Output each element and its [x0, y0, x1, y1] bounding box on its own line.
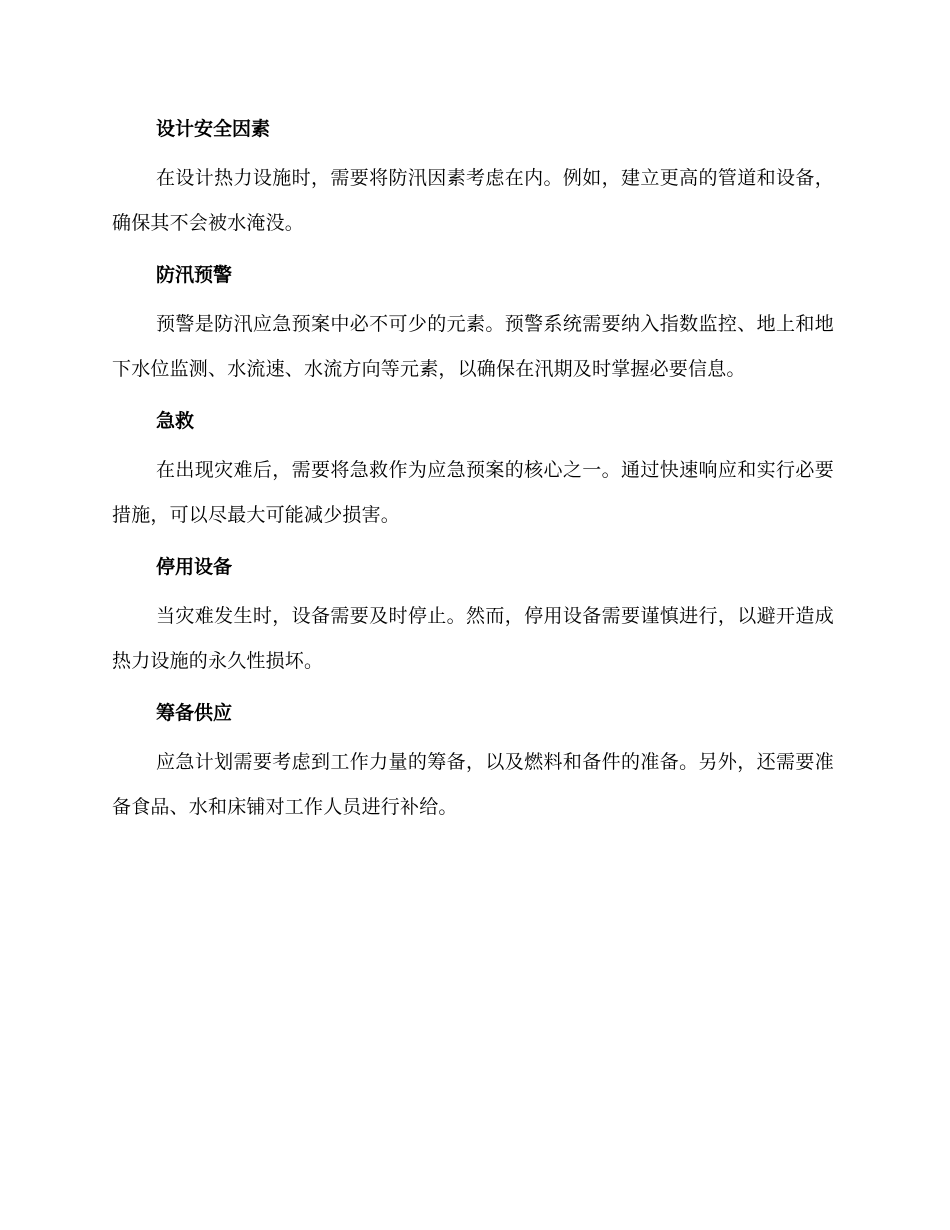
section-heading: 筹备供应 [156, 702, 233, 724]
section-paragraph: 在设计热力设施时，需要将防汛因素考虑在内。例如，建立更高的管道和设备，确保其不会被水淹没。 [112, 167, 834, 234]
document-page [112, 110, 834, 840]
section-paragraph: 在出现灾难后，需要将急救作为应急预案的核心之一。通过快速响应和实行必要措施，可以尽最大可能减少损害。 [112, 459, 834, 526]
section-equipment-shutdown [112, 548, 834, 684]
section-heading: 防汛预警 [156, 264, 233, 286]
section-paragraph: 应急计划需要考虑到工作力量的筹备，以及燃料和备件的准备。另外，还需要准备食品、水和床铺对工作人员进行补给。 [112, 751, 834, 818]
section-design-safety [112, 110, 834, 246]
section-first-aid [112, 402, 834, 538]
section-paragraph: 预警是防汛应急预案中必不可少的元素。预警系统需要纳入指数监控、地上和地下水位监测、水流速、水流方向等元素，以确保在汛期及时掌握必要信息。 [112, 313, 834, 380]
section-paragraph: 当灾难发生时，设备需要及时停止。然而，停用设备需要谨慎进行，以避开造成热力设施的永久性损坏。 [112, 605, 834, 672]
section-heading: 停用设备 [156, 556, 233, 578]
section-heading: 设计安全因素 [156, 118, 271, 140]
section-supply-preparation [112, 694, 834, 830]
section-flood-warning [112, 256, 834, 392]
section-heading: 急救 [156, 410, 195, 432]
